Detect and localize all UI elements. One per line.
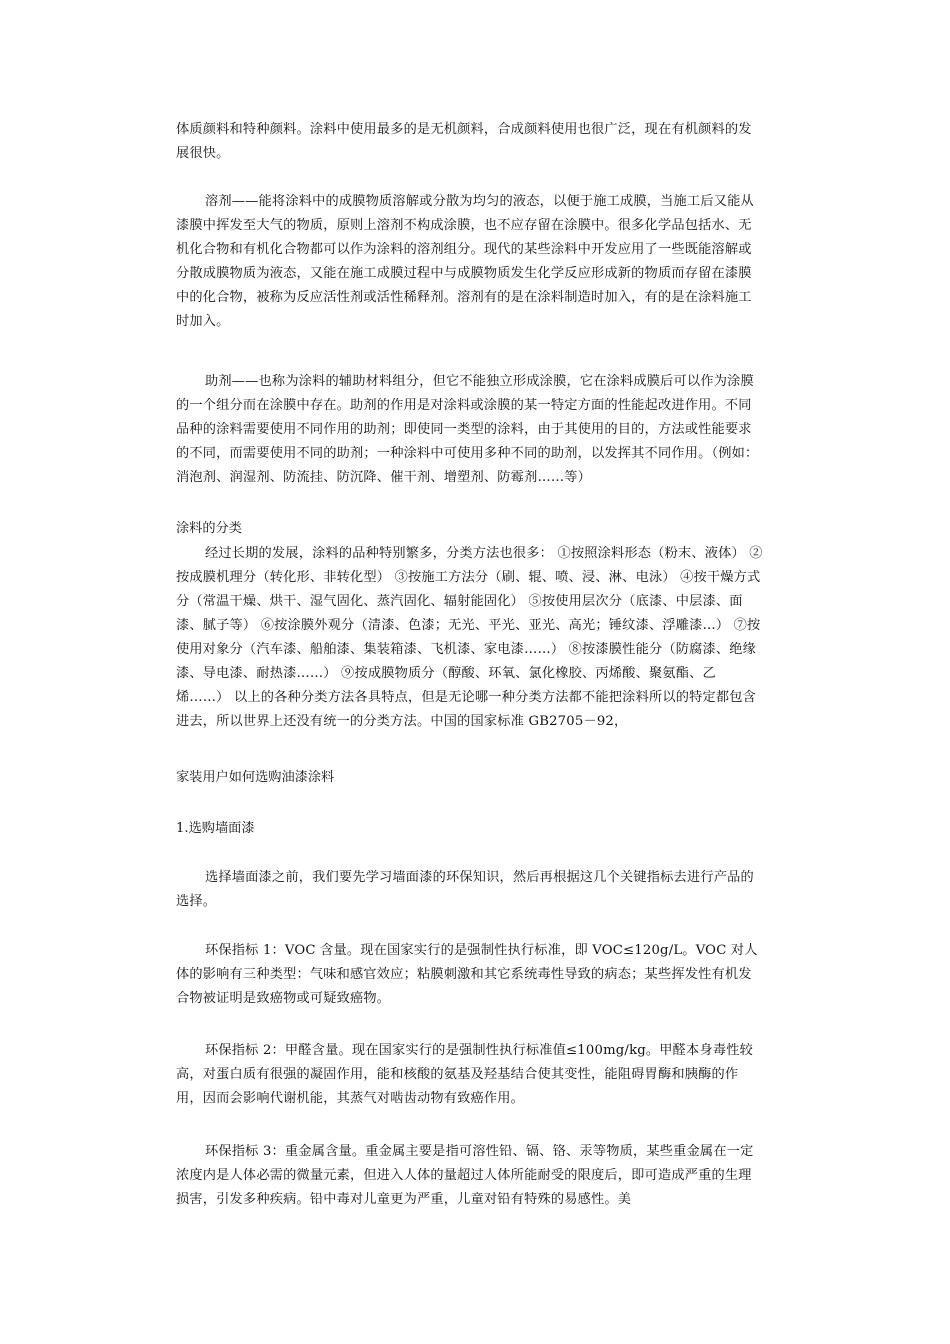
paragraph-classification: 经过长期的发展，涂料的品种特别繁多，分类方法也很多： ①按照涂料形态（粉末、液体） ②按成膜机理分（转化形、非转化型） ③按施工方法分（刷、辊、喷、浸、淋、电泳） ④按干燥方式分（常温干燥、烘干、湿气固化、蒸汽固化、辐射能固化） ⑤按使用层次分（底漆、中层漆、面漆、腻子等） ⑥按涂膜外观分（清漆、色漆；无光、平光、亚光、高光；锤纹漆、浮雕漆…） ⑦按使用对象分（汽车漆、船舶漆、集装箱漆、飞机漆、家电漆……） ⑧按漆膜性能分（防腐漆、绝缘漆、导电漆、耐热漆……） ⑨按成膜物质分（醇酸、环氧、氯化橡胶、丙烯酸、聚氨酯、乙烯……） 以上的各种分类方法各具特点，但是无论哪一种分类方法都不能把涂料所以的特定都包含进去，所以世界上还没有统一的分类方法。中国的国家标准 GB2705－92， <box>176 546 763 729</box>
paragraph-solvent: 溶剂——能将涂料中的成膜物质溶解或分散为均匀的液态，以便于施工成膜，当施工后又能从漆膜中挥发至大气的物质，原则上溶剂不构成涂膜，也不应存留在涂膜中。很多化学品包括水、无机化合物和有机化合物都可以作为涂料的溶剂组分。现代的某些涂料中开发应用了一些既能溶解或分散成膜物质为液态，又能在施工成膜过程中与成膜物质发生化学反应形成新的物质而存留在漆膜中的化合物，被称为反应活性剂或活性稀释剂。溶剂有的是在涂料制造时加入，有的是在涂料施工时加入。 <box>176 194 754 329</box>
paragraph-additive: 助剂——也称为涂料的辅助材料组分，但它不能独立形成涂膜，它在涂料成膜后可以作为涂膜的一个组分而在涂膜中存在。助剂的作用是对涂料或涂膜的某一特定方面的性能起改进作用。不同品种的涂料需要使用不同作用的助剂；即使同一类型的涂料，由于其使用的目的，方法或性能要求的不同，而需要使用不同的助剂；一种涂料中可使用多种不同的助剂，以发挥其不同作用。（例如：消泡剂、润湿剂、防流挂、防沉降、催干剂、增塑剂、防霉剂……等） <box>176 374 759 485</box>
paragraph-wall-paint-intro: 选择墙面漆之前，我们要先学习墙面漆的环保知识，然后再根据这几个关键指标去进行产品的选择。 <box>176 870 754 909</box>
heading-home-buying: 家装用户如何选购油漆涂料 <box>176 770 335 785</box>
paragraph-pigments: 体质颜料和特种颜料。涂料中使用最多的是无机颜料，合成颜料使用也很广泛，现在有机颜料的发展很快。 <box>176 122 752 161</box>
paragraph-env-indicator-1: 环保指标 1：VOC 含量。现在国家实行的是强制性执行标准，即 VOC≤120g/L。VOC 对人体的影响有三种类型：气味和感官效应；粘膜刺激和其它系统毒性导致的病态；某些挥发性有机发合物被证明是致癌物或可疑致癌物。 <box>176 943 758 1006</box>
paragraph-env-indicator-2: 环保指标 2：甲醛含量。现在国家实行的是强制性执行标准值≤100mg/kg。甲醛本身毒性较高，对蛋白质有很强的凝固作用，能和核酸的氨基及羟基结合使其变性，能阻碍胃酶和胰酶的作用，因而会影响代谢机能，其蒸气对啮齿动物有致癌作用。 <box>176 1043 753 1106</box>
heading-wall-paint: 1.选购墙面漆 <box>176 821 255 836</box>
heading-classification: 涂料的分类 <box>176 521 242 536</box>
paragraph-env-indicator-3: 环保指标 3：重金属含量。重金属主要是指可溶性铅、镉、铬、汞等物质，某些重金属在一定浓度内是人体必需的微量元素，但进入人体的量超过人体所能耐受的限度后，即可造成严重的生理损害，引发多种疾病。铅中毒对儿童更为严重，儿童对铅有特殊的易感性。美 <box>176 1144 754 1207</box>
